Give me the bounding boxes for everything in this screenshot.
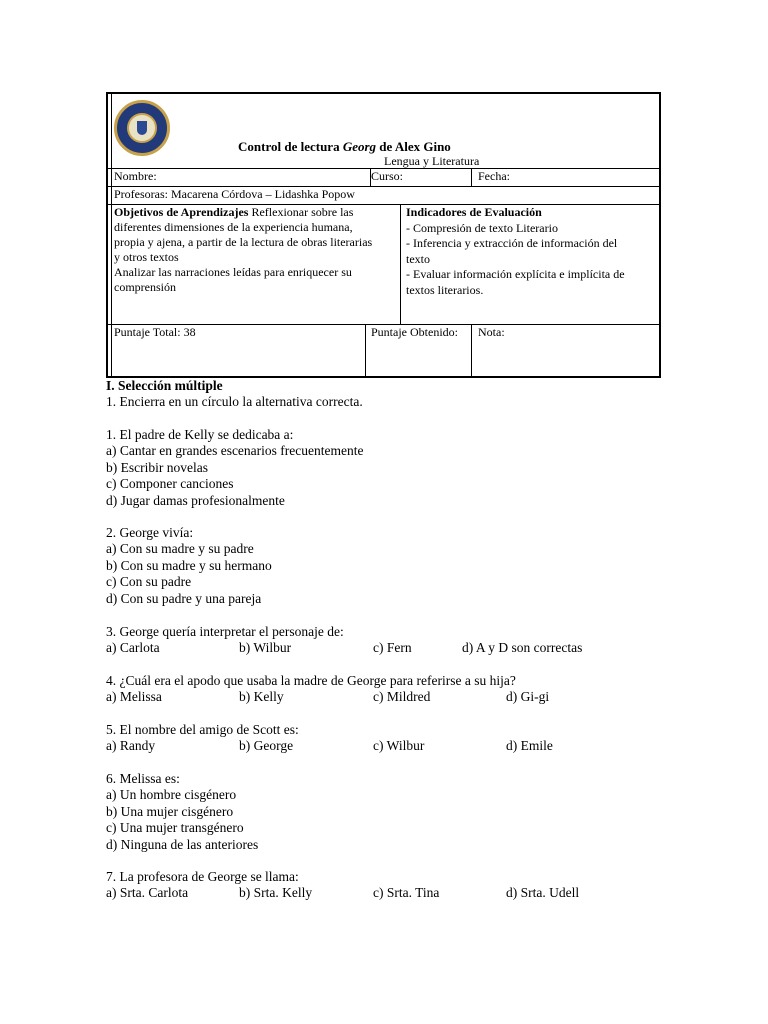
shield-icon	[137, 121, 147, 135]
question-text: 2. George vivía:	[106, 525, 194, 540]
answer-option[interactable]: b) Wilbur	[239, 640, 292, 655]
profesoras-label: Profesoras: Macarena Córdova – Lidashka Popow	[114, 187, 355, 201]
indicadores-line: - Inferencia y extracción de información del	[406, 236, 618, 250]
objetivos-title: Objetivos de Aprendizajes	[114, 205, 249, 219]
answer-option[interactable]: c) Mildred	[373, 689, 431, 704]
indicadores-line: - Compresión de texto Literario	[406, 220, 558, 235]
answer-option[interactable]: b) Con su madre y su hermano	[106, 557, 272, 573]
answer-option[interactable]: c) Componer canciones	[106, 476, 234, 492]
objetivos-line: y otros textos	[114, 250, 179, 264]
objetivos-block	[114, 205, 394, 295]
answer-option[interactable]: a) Cantar en grandes escenarios frecuentemente	[106, 443, 364, 459]
indicadores-line: textos literarios.	[406, 282, 484, 297]
answer-option[interactable]: b) Una mujer cisgénero	[106, 803, 234, 819]
answer-option[interactable]: a) Un hombre cisgénero	[106, 787, 237, 803]
section-title: I. Selección múltiple	[106, 378, 223, 393]
question-1	[106, 427, 364, 509]
answer-option[interactable]: b) Escribir novelas	[106, 459, 208, 475]
puntaje-obtenido-label: Puntaje Obtenido:	[371, 325, 458, 339]
answer-option[interactable]: c) Una mujer transgénero	[106, 820, 244, 836]
school-seal-logo	[114, 100, 170, 156]
fecha-field-label: Fecha:	[478, 169, 510, 183]
answer-option[interactable]: d) Ninguna de las anteriores	[106, 836, 259, 852]
indicadores-block	[406, 205, 656, 298]
indicadores-title: Indicadores de Evaluación	[406, 205, 542, 219]
question-2	[106, 525, 272, 607]
answer-option[interactable]: a) Carlota	[106, 640, 160, 655]
subject-label: Lengua y Literatura	[384, 154, 480, 168]
answer-option[interactable]: d) Gi-gi	[506, 689, 550, 704]
objetivos-line: diferentes dimensiones de la experiencia humana,	[114, 220, 353, 234]
seal-center	[127, 113, 157, 143]
question-6	[106, 771, 258, 853]
nota-label: Nota:	[478, 325, 505, 339]
objetivos-line: propia y ajena, a partir de la lectura de obras literarias	[114, 235, 373, 249]
puntaje-total: Puntaje Total: 38	[114, 325, 196, 339]
answer-option[interactable]: b) Srta. Kelly	[239, 885, 313, 900]
question-5-text: 5. El nombre del amigo de Scott es:	[106, 722, 299, 737]
question-text: 1. El padre de Kelly se dedicaba a:	[106, 427, 294, 442]
answer-option[interactable]: c) Con su padre	[106, 574, 192, 590]
answer-option[interactable]: a) Randy	[106, 738, 156, 753]
indicadores-line: texto	[406, 251, 430, 266]
header-table-inner-border	[111, 94, 112, 376]
question-text: 6. Melissa es:	[106, 771, 180, 786]
document-title: Control de lectura Georg de Alex Gino	[238, 139, 451, 154]
answer-option[interactable]: c) Wilbur	[373, 738, 425, 753]
curso-field-label: Curso:	[371, 169, 404, 183]
answer-option[interactable]: c) Srta. Tina	[373, 885, 440, 900]
col-divider	[471, 168, 472, 186]
answer-option[interactable]: c) Fern	[373, 640, 412, 655]
objetivos-line: Reflexionar sobre las	[248, 205, 354, 219]
nombre-field-label: Nombre:	[114, 169, 157, 183]
question-7-text: 7. La profesora de George se llama:	[106, 869, 299, 884]
answer-option[interactable]: b) Kelly	[239, 689, 284, 704]
col-divider	[471, 324, 472, 378]
col-divider	[365, 324, 366, 378]
answer-option[interactable]: a) Melissa	[106, 689, 162, 704]
col-divider	[400, 204, 401, 324]
answer-option[interactable]: d) A y D son correctas	[462, 640, 583, 655]
answer-option[interactable]: b) George	[239, 738, 294, 753]
answer-option[interactable]: d) Emile	[506, 738, 553, 753]
objetivos-line: comprensión	[114, 280, 176, 294]
answer-option[interactable]: a) Con su madre y su padre	[106, 541, 254, 557]
question-3-text: 3. George quería interpretar el personaje de:	[106, 624, 344, 639]
answer-option[interactable]: d) Srta. Udell	[506, 885, 580, 900]
section-instruction: 1. Encierra en un círculo la alternativa correcta.	[106, 394, 363, 409]
answer-option[interactable]: a) Srta. Carlota	[106, 885, 189, 900]
answer-option[interactable]: d) Jugar damas profesionalmente	[106, 492, 285, 508]
objetivos-line: Analizar las narraciones leídas para enriquecer su	[114, 265, 352, 279]
answer-option[interactable]: d) Con su padre y una pareja	[106, 590, 262, 606]
question-4-text: 4. ¿Cuál era el apodo que usaba la madre de George para referirse a su hija?	[106, 673, 516, 688]
indicadores-line: - Evaluar información explícita e implícita de	[406, 267, 625, 281]
